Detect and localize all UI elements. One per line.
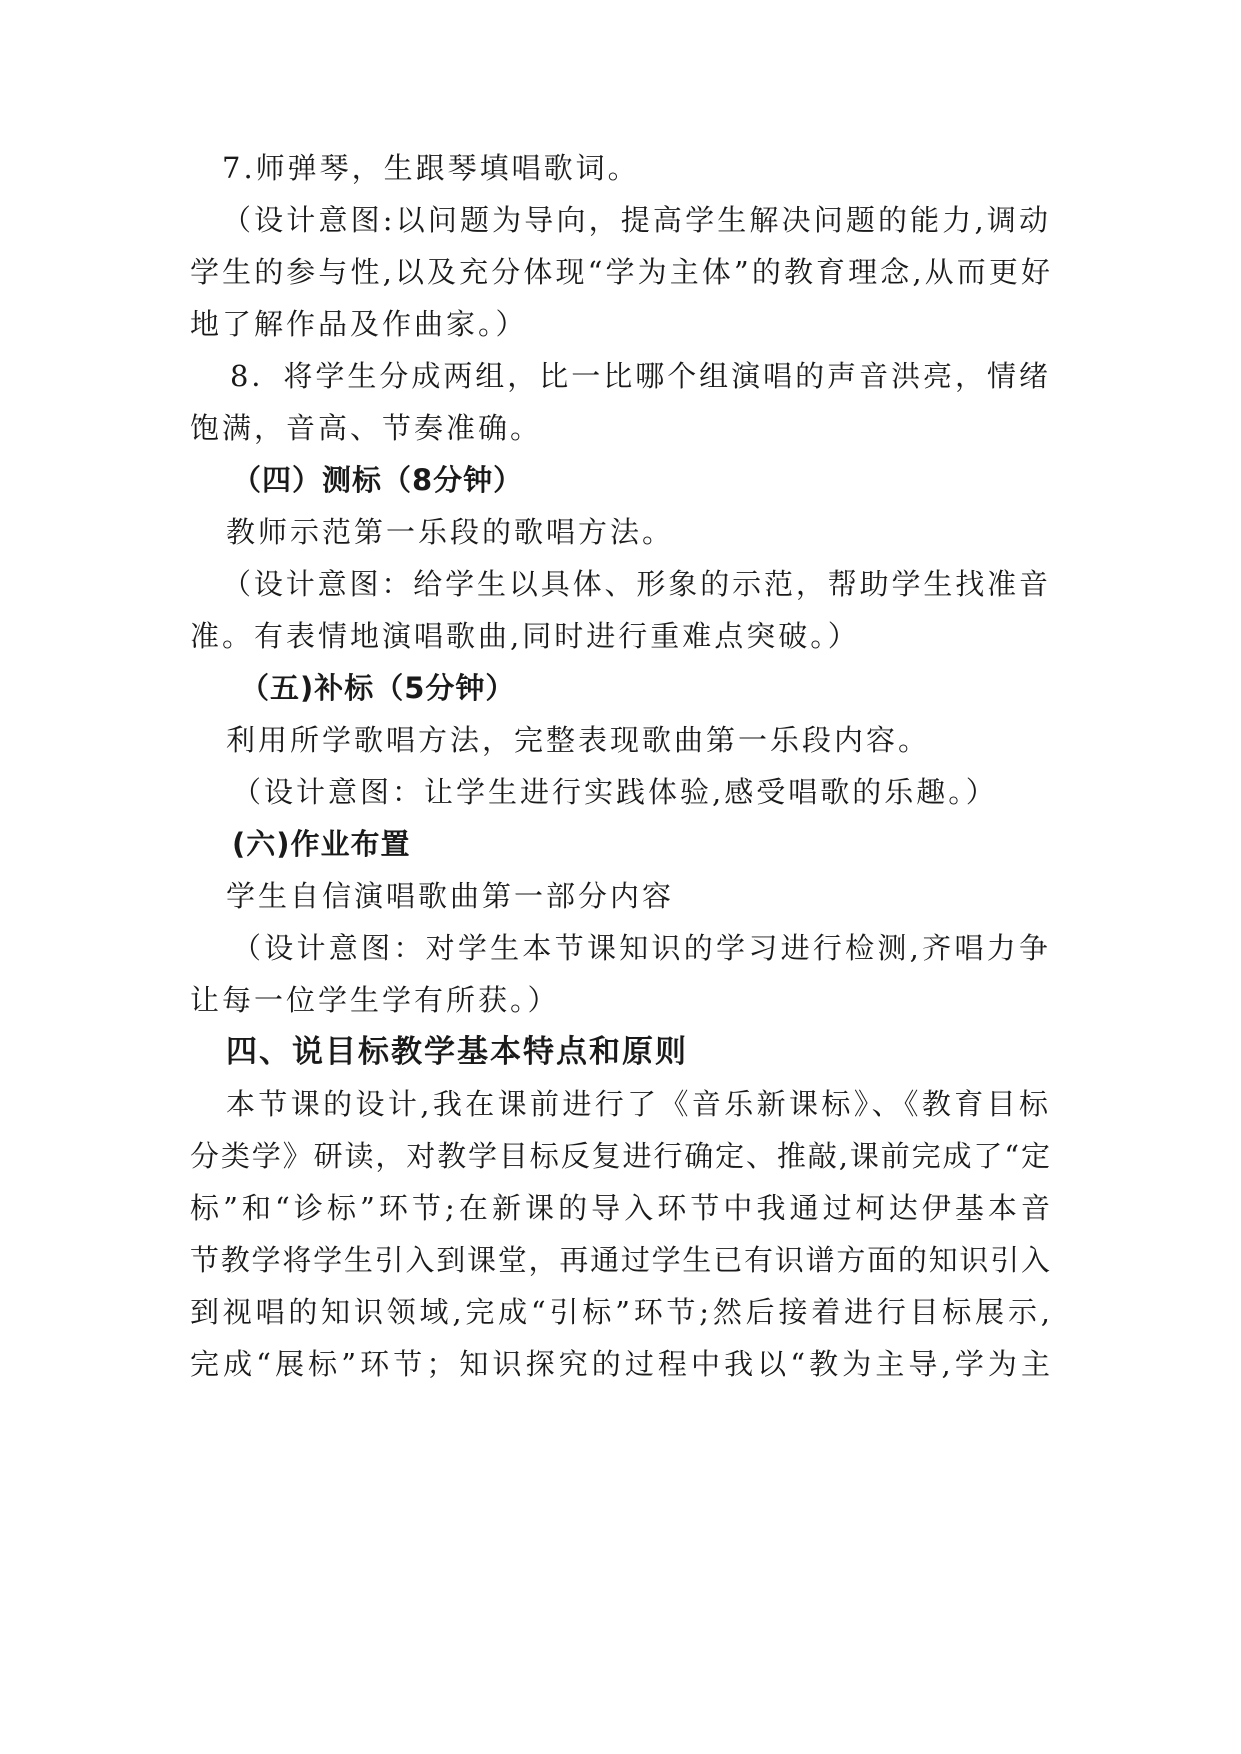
homework-text: 学生自信演唱歌曲第一部分内容 [226,879,675,913]
design-intent-1-line-2: 学生的参与性,以及充分体现“学为主体”的教育理念,从而更好 [190,255,1050,289]
design-intent-1-line-3: 地了解作品及作曲家。） [190,307,528,341]
step-8-line-1: 8．将学生分成两组，比一比哪个组演唱的声音洪亮，情绪 [230,359,1048,393]
paragraph-line-5: 到视唱的知识领域,完成“引标”环节;然后接着进行目标展示, [190,1295,1050,1329]
design-intent-4-line-1: （设计意图：对学生本节课知识的学习进行检测,齐唱力争 [232,931,1048,965]
paragraph-line-4: 节教学将学生引入到课堂，再通过学生已有识谱方面的知识引入 [190,1243,1050,1277]
step-7-text: 7.师弹琴，生跟琴填唱歌词。 [222,151,640,185]
design-intent-2-line-2: 准。有表情地演唱歌曲,同时进行重难点突破。） [190,619,860,653]
section-heading-ce-biao: （四）测标（8分钟） [232,463,524,497]
paragraph-line-6: 完成“展标”环节；知识探究的过程中我以“教为主导,学为主 [190,1347,1050,1381]
step-8-line-2: 饱满，音高、节奏准确。 [190,411,543,445]
section-heading-bu-biao: （五)补标（5分钟） [240,671,516,705]
teacher-demo-text: 教师示范第一乐段的歌唱方法。 [226,515,675,549]
paragraph-line-3: 标”和“诊标”环节;在新课的导入环节中我通过柯达伊基本音 [190,1191,1050,1225]
design-intent-3: （设计意图：让学生进行实践体验,感受唱歌的乐趣。） [232,775,998,809]
chapter-heading-4: 四、说目标教学基本特点和原则 [226,1034,688,1070]
design-intent-4-line-2: 让每一位学生学有所获。） [190,983,560,1017]
design-intent-2-line-1: （设计意图：给学生以具体、形象的示范，帮助学生找准音 [222,567,1048,601]
section-heading-homework: (六)作业布置 [232,827,411,861]
apply-method-text: 利用所学歌唱方法，完整表现歌曲第一乐段内容。 [226,723,931,757]
design-intent-1-line-1: （设计意图:以问题为导向，提高学生解决问题的能力,调动 [222,203,1048,237]
paragraph-line-1: 本节课的设计,我在课前进行了《音乐新课标》、《教育目标 [226,1087,1048,1121]
paragraph-line-2: 分类学》研读，对教学目标反复进行确定、推敲,课前完成了“定 [190,1139,1050,1173]
